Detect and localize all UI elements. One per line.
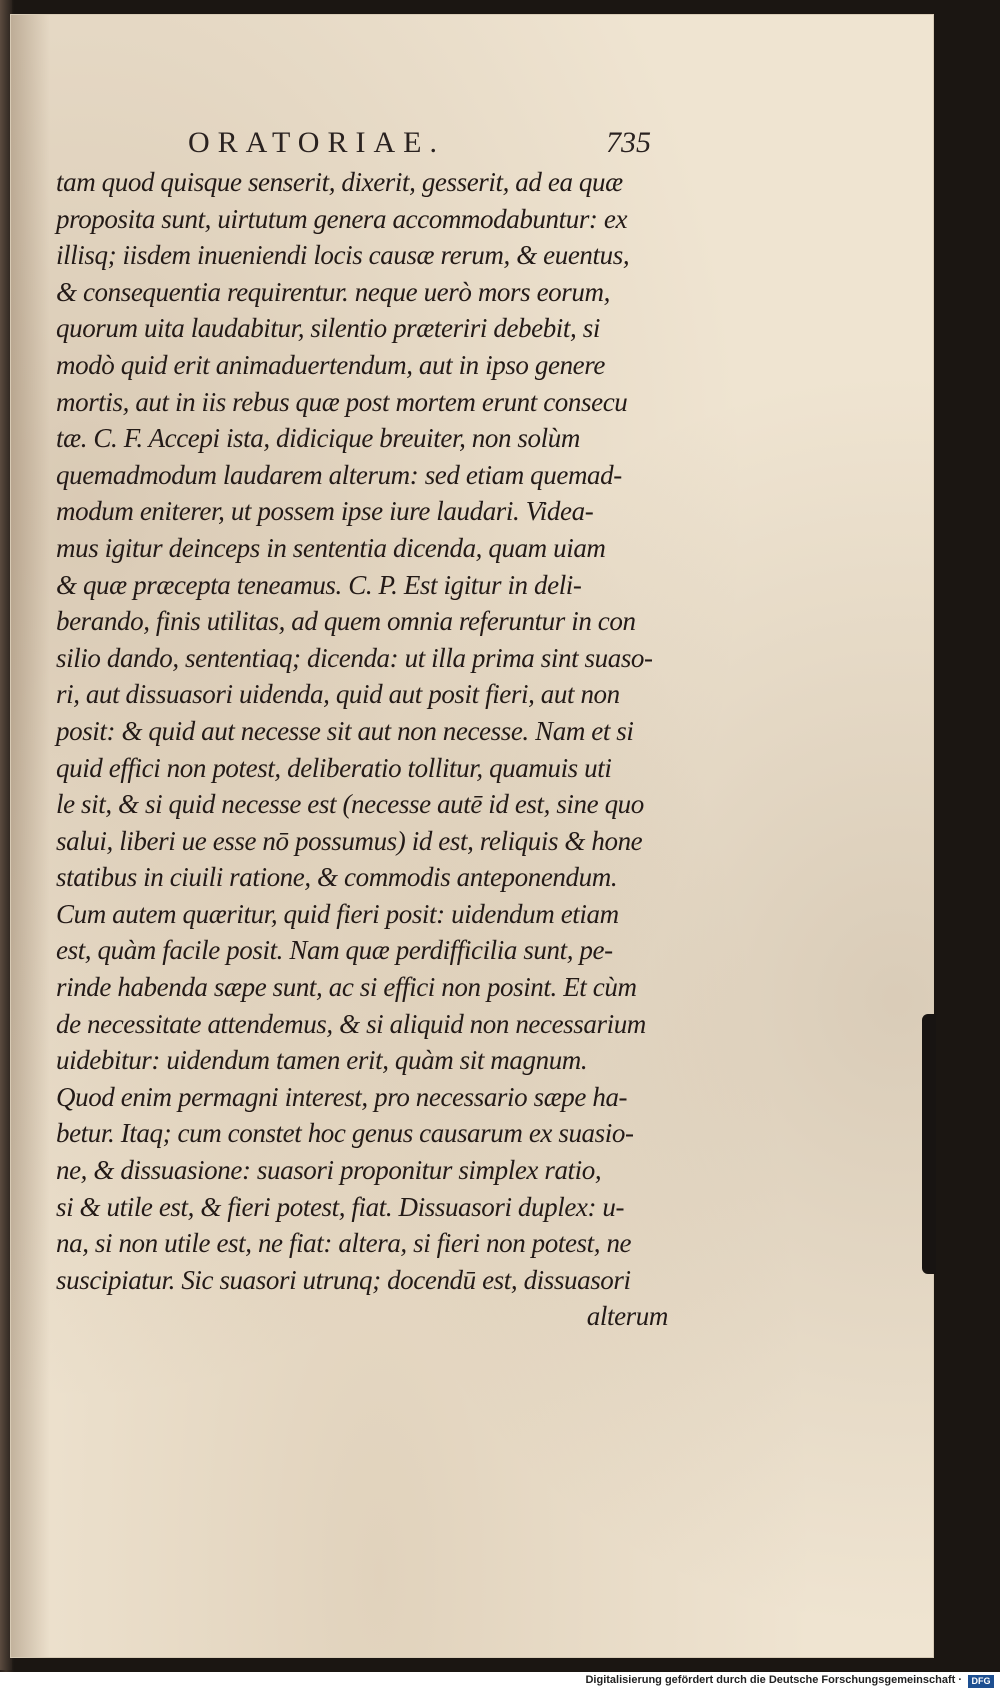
- digitization-footer: [0, 1672, 1000, 1693]
- text-line: mortis, aut in iis rebus quæ post mortem erunt consecu: [56, 386, 628, 417]
- text-line: si & utile est, & fieri potest, fiat. Dissuasori duplex: u-: [56, 1191, 625, 1222]
- text-line: de necessitate attendemus, & si aliquid non necessarium: [56, 1008, 646, 1039]
- text-line: statibus in ciuili ratione, & commodis anteponendum.: [56, 862, 618, 893]
- text-line: tam quod quisque senserit, dixerit, gesserit, ad ea quæ: [56, 167, 623, 197]
- book-page: [10, 14, 934, 1658]
- text-line: berando, finis utilitas, ad quem omnia referuntur in con: [56, 606, 636, 637]
- text-line: silio dando, sententiaq; dicenda: ut illa prima sint suaso-: [56, 642, 653, 673]
- funding-credit: Digitalisierung gefördert durch die Deutsche Forschungsgemeinschaft ·: [585, 1674, 962, 1686]
- text-line: illisq; iisdem inueniendi locis causæ rerum, & euentus,: [56, 240, 630, 271]
- text-line: salui, liberi ue esse nō possumus) id est, reliquis & hone: [56, 825, 643, 856]
- text-line: suscipiatur. Sic suasori utrunq; docendū est, dissuasori: [56, 1264, 631, 1295]
- text-line: le sit, & si quid necesse est (necesse autē id est, sine quo: [56, 789, 644, 820]
- text-line: ne, & dissuasione: suasori proponitur simplex ratio,: [56, 1155, 602, 1186]
- text-line: modum eniterer, ut possem ipse iure laudari. Videa-: [56, 496, 594, 527]
- text-line: mus igitur deinceps in sententia dicenda, quam uiam: [56, 532, 606, 563]
- text-line: & quæ præcepta teneamus. C. P. Est igitur in deli-: [56, 569, 582, 600]
- text-line: posit: & quid aut necesse sit aut non necesse. Nam et si: [56, 715, 634, 746]
- page-number: 735: [606, 126, 651, 159]
- text-line: modò quid erit animaduertendum, aut in ipso genere: [56, 349, 605, 380]
- text-line: uidebitur: uidendum tamen erit, quàm sit magnum.: [56, 1045, 588, 1076]
- dfg-logo-icon: DFG: [968, 1675, 994, 1688]
- text-line: Quod enim permagni interest, pro necessario sæpe ha-: [56, 1081, 628, 1112]
- text-line: proposita sunt, uirtutum genera accommodabuntur: ex: [56, 203, 628, 234]
- text-line: tæ. C. F. Accepi ista, didicique breuiter, non solùm: [56, 423, 580, 454]
- page-header: [10, 126, 934, 166]
- text-line: ri, aut dissuasori uidenda, quid aut posit fieri, aut non: [56, 679, 620, 710]
- text-line: quorum uita laudabitur, silentio præteriri debebit, si: [56, 313, 600, 344]
- page-edge-notch: [922, 1014, 936, 1274]
- text-line: & consequentia requirentur. neque uerò mors eorum,: [56, 276, 610, 307]
- catchword: alterum: [586, 1301, 668, 1332]
- text-line: na, si non utile est, ne fiat: altera, si fieri non potest, ne: [56, 1228, 632, 1259]
- text-line: quid effici non potest, deliberatio tollitur, quamuis uti: [56, 752, 612, 783]
- body-text: [56, 164, 668, 1335]
- text-line: Cum autem quæritur, quid fieri posit: uidendum etiam: [56, 898, 619, 929]
- running-head: ORATORIAE.: [188, 126, 445, 159]
- text-line: est, quàm facile posit. Nam quæ perdifficilia sunt, pe-: [56, 935, 613, 966]
- text-line: rinde habenda sæpe sunt, ac si effici non posint. Et cùm: [56, 972, 637, 1003]
- text-line: betur. Itaq; cum constet hoc genus causarum ex suasio-: [56, 1118, 634, 1149]
- text-line: quemadmodum laudarem alterum: sed etiam quemad-: [56, 459, 622, 490]
